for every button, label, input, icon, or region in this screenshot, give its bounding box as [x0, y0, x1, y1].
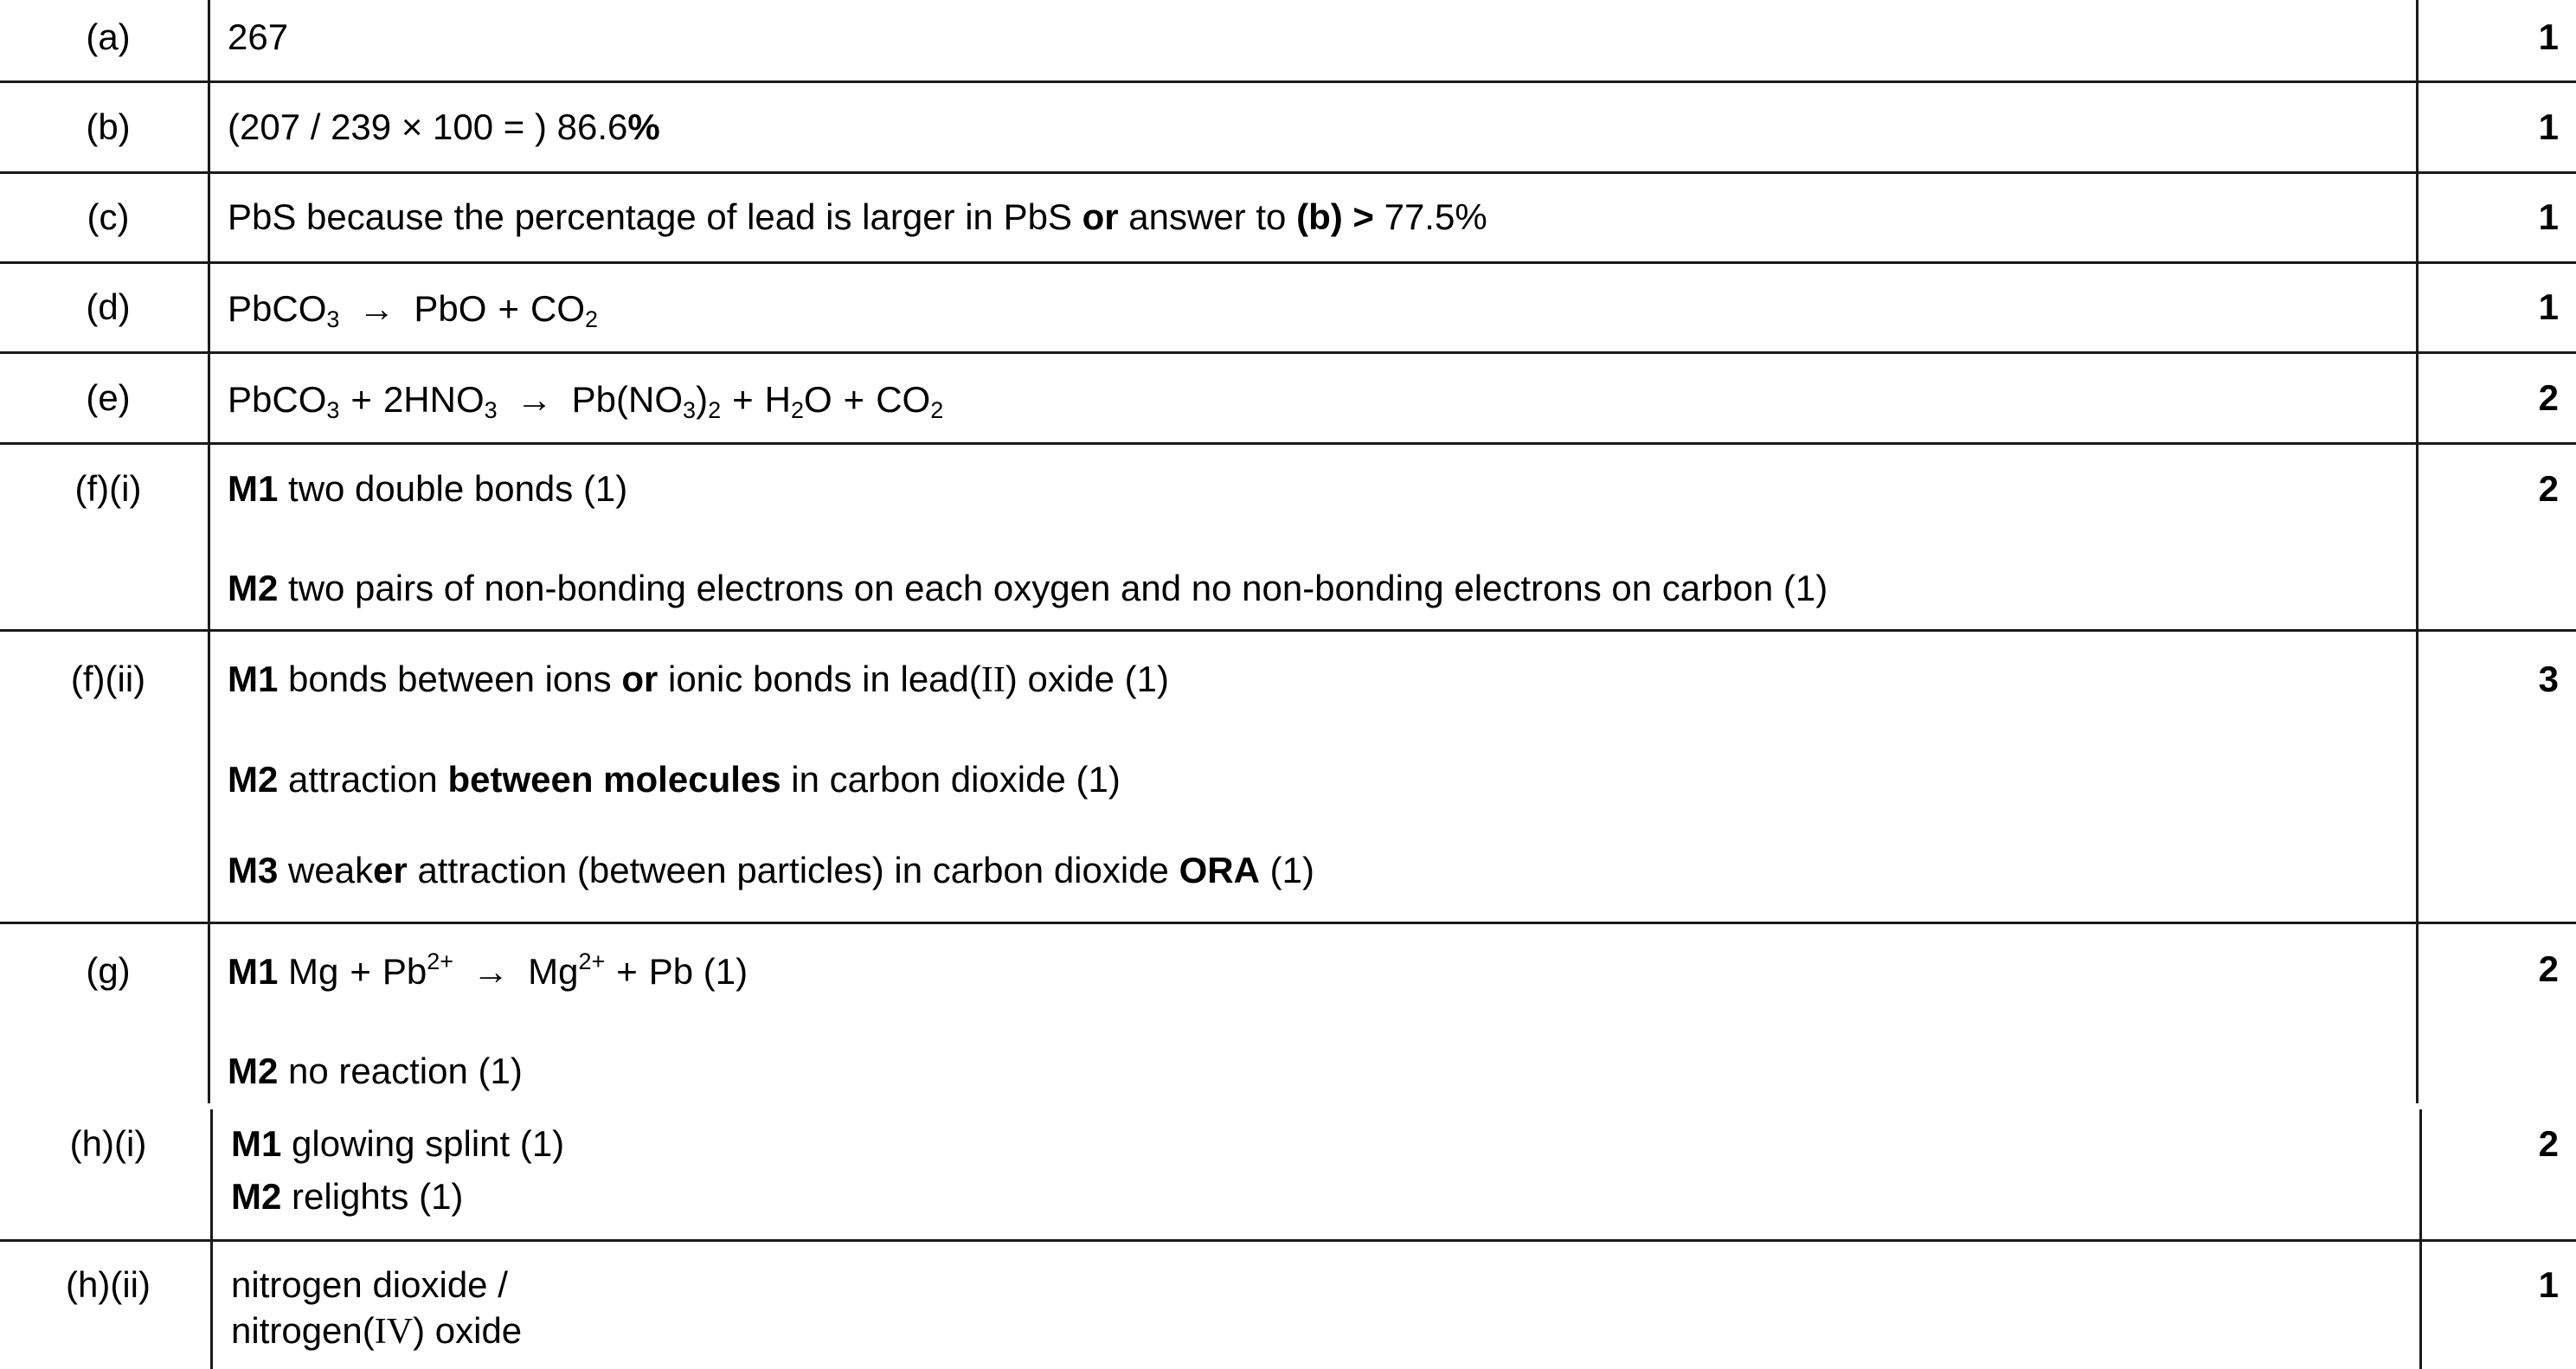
- row-divider: [0, 261, 2576, 264]
- question-number: (a): [86, 16, 131, 57]
- answer-text: M2 relights (1): [231, 1176, 464, 1217]
- question-number: (e): [86, 377, 131, 418]
- marks: 2: [2538, 1123, 2559, 1164]
- marks: 1: [2538, 1264, 2559, 1305]
- answer-text: M2 no reaction (1): [228, 1051, 523, 1091]
- answer-text: M1 glowing splint (1): [231, 1123, 565, 1164]
- marks: 2: [2538, 948, 2559, 989]
- answer-text: (207 / 239 × 100 = ) 86.6%: [228, 106, 660, 147]
- row-divider: [0, 351, 2576, 354]
- question-number: (f)(i): [74, 468, 142, 509]
- marks: 1: [2538, 106, 2559, 147]
- column-divider-right: [2416, 0, 2419, 1103]
- marks: 1: [2538, 196, 2559, 237]
- question-number: (h)(i): [69, 1123, 147, 1164]
- row-divider: [0, 629, 2576, 632]
- marks: 3: [2538, 659, 2559, 699]
- answer-text: M1 two double bonds (1): [228, 468, 628, 509]
- marks: 2: [2538, 377, 2559, 418]
- chemical-equation: M1 $Mg + Pb^{2+} \to Mg^{2+} + Pb$ (1): [228, 948, 748, 992]
- row-divider: [0, 922, 2576, 924]
- chemical-equation: PbCO$_3$ + $2HNO_3 \to Pb(NO_3)_2 + H_2O + CO_2$: [228, 379, 944, 423]
- question-number: (g): [86, 950, 131, 991]
- row-divider: [0, 1239, 2576, 1242]
- chemical-equation: PbCO$_3$ → PbO + $CO_2$: [228, 288, 599, 332]
- answer-text: 267: [228, 16, 289, 57]
- question-number: (c): [87, 196, 130, 237]
- answer-text: M2 two pairs of non-bonding electrons on each oxygen and no non-bonding electrons on carbon (1): [228, 568, 1828, 608]
- marks: 1: [2538, 16, 2559, 57]
- question-number: (b): [86, 106, 131, 147]
- answer-text: PbS because the percentage of lead is larger in PbS or answer to (b) > 77.5%: [228, 196, 1487, 237]
- row-divider: [0, 80, 2576, 83]
- row-divider: [0, 442, 2576, 445]
- question-number: (d): [86, 286, 131, 327]
- answer-text: M1 bonds between ions or ionic bonds in lead(II) oxide (1): [228, 659, 1169, 700]
- marks: 2: [2538, 468, 2559, 509]
- answer-text: nitrogen dioxide /: [231, 1264, 508, 1305]
- marks: 1: [2538, 286, 2559, 327]
- column-divider-left: [208, 0, 210, 1103]
- question-number: (h)(ii): [66, 1264, 151, 1305]
- answer-text: M2 attraction between molecules in carbon dioxide (1): [228, 759, 1121, 800]
- answer-text: nitrogen(IV) oxide: [231, 1310, 523, 1352]
- answer-text: M3 weaker attraction (between particles) in carbon dioxide ORA (1): [228, 850, 1314, 890]
- row-divider: [0, 171, 2576, 174]
- question-number: (f)(ii): [70, 659, 146, 699]
